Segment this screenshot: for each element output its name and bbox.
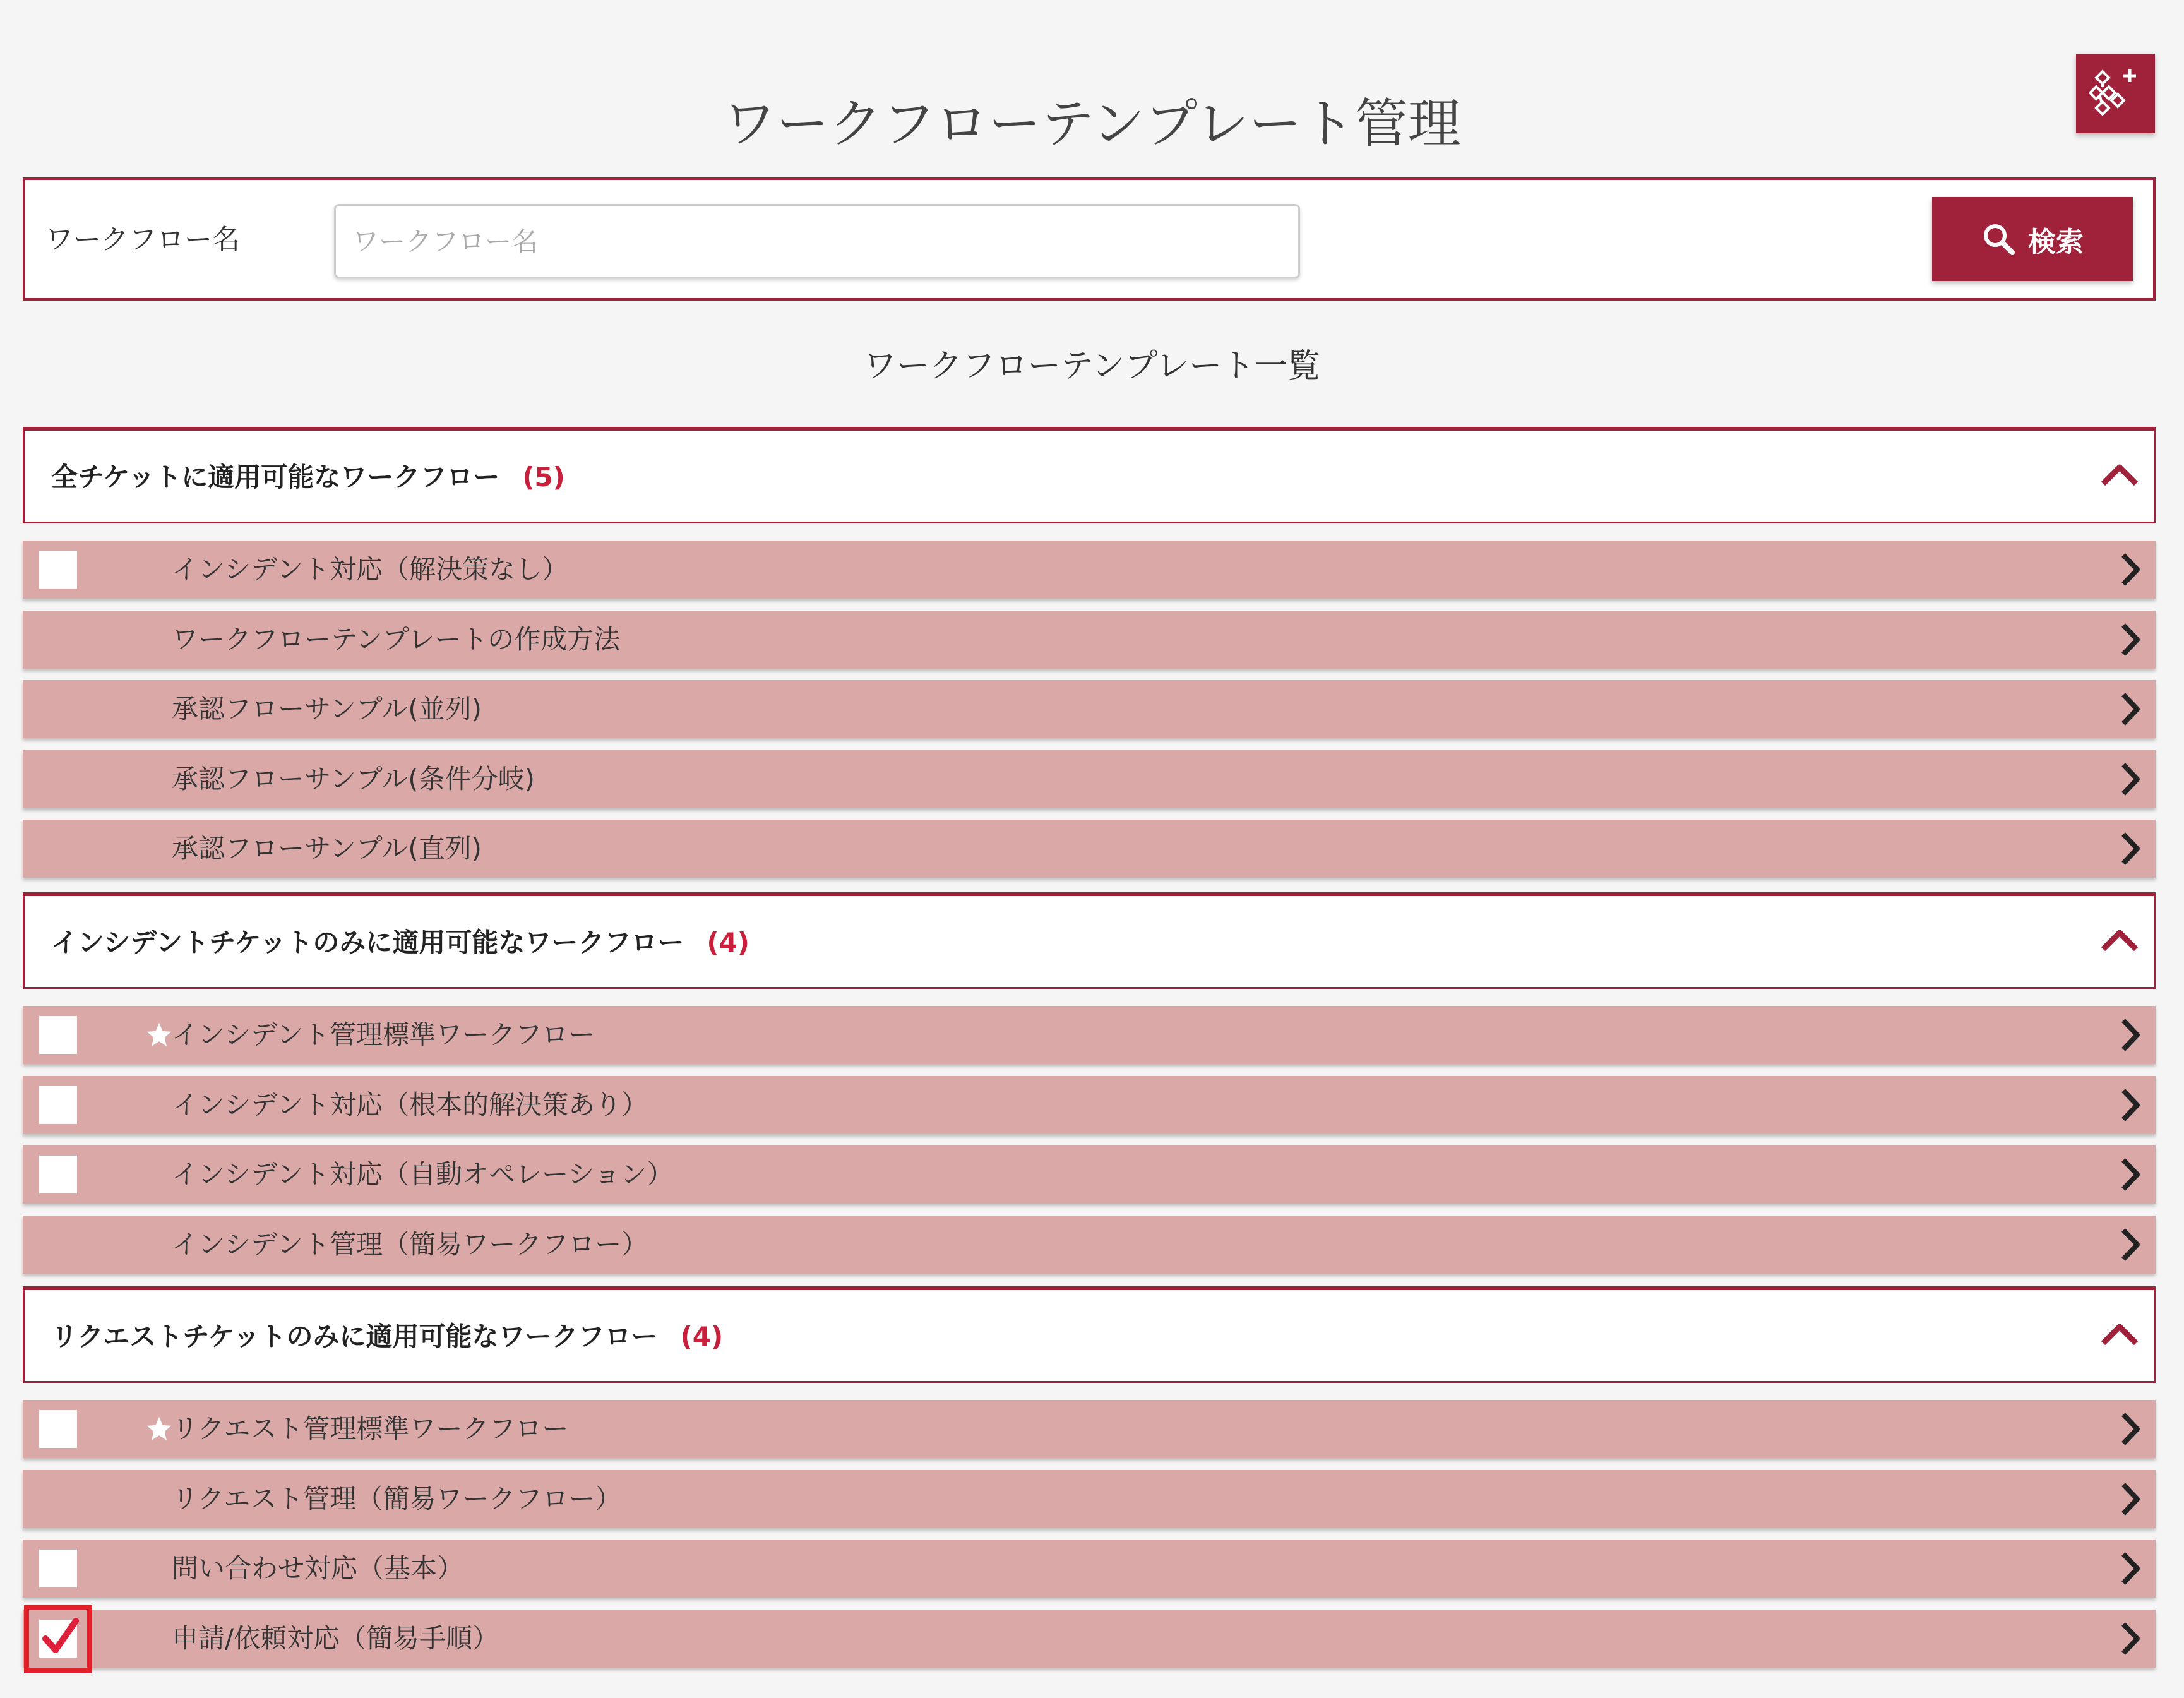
open-template-chevron [2119, 1621, 2142, 1659]
search-button[interactable] [1932, 197, 2133, 281]
row-checkbox[interactable] [39, 1086, 77, 1124]
chevron-right-icon [2119, 1157, 2142, 1192]
open-template-chevron [2119, 762, 2142, 799]
page-title: ワークフローテンプレート管理 [723, 93, 1461, 155]
star-icon [145, 1415, 173, 1443]
chevron-up-icon [2099, 928, 2140, 953]
group-header[interactable] [23, 427, 2156, 523]
template-row[interactable] [23, 541, 2156, 599]
chevron-up-icon [2099, 1322, 2140, 1347]
group-header[interactable] [23, 1286, 2156, 1383]
group-collapse-toggle[interactable] [2099, 1322, 2140, 1349]
workflow-name-search-input[interactable] [334, 204, 1300, 278]
template-row[interactable] [23, 1145, 2156, 1204]
open-template-chevron [2119, 1551, 2142, 1589]
add-workflow-template-button[interactable] [2076, 54, 2155, 133]
template-row[interactable] [23, 1470, 2156, 1528]
group-title [51, 1290, 723, 1383]
group-collapse-toggle[interactable] [2099, 462, 2140, 490]
template-name: インシデント管理（簡易ワークフロー） [172, 1229, 648, 1260]
open-template-chevron [2119, 831, 2142, 869]
open-template-chevron [2119, 691, 2142, 729]
row-checkbox[interactable] [39, 1016, 77, 1054]
template-name: 承認フローサンプル(並列) [172, 693, 482, 724]
chevron-right-icon [2119, 1481, 2142, 1517]
open-template-chevron [2119, 1411, 2142, 1449]
template-name: リクエスト管理標準ワークフロー [172, 1413, 569, 1444]
open-template-chevron [2119, 1227, 2142, 1265]
search-label: ワークフロー名 [45, 224, 240, 256]
template-row[interactable] [23, 680, 2156, 738]
template-row[interactable] [23, 1216, 2156, 1274]
template-name: インシデント対応（自動オペレーション） [172, 1159, 674, 1190]
chevron-right-icon [2119, 1017, 2142, 1053]
group-label: リクエストチケットのみに適用可能なワークフロー [51, 1321, 658, 1352]
open-template-chevron [2119, 552, 2142, 590]
open-template-chevron [2119, 1087, 2142, 1125]
row-checkbox[interactable] [39, 1156, 77, 1193]
template-row[interactable] [23, 1006, 2156, 1064]
group-collapse-toggle[interactable] [2099, 928, 2140, 955]
row-checkbox[interactable] [39, 551, 77, 589]
group-header[interactable] [23, 892, 2156, 989]
group-count: (5) [522, 462, 565, 493]
chevron-right-icon [2119, 831, 2142, 866]
group-label: 全チケットに適用可能なワークフロー [51, 462, 500, 493]
chevron-right-icon [2119, 1551, 2142, 1586]
template-row[interactable] [23, 1400, 2156, 1458]
chevron-right-icon [2119, 1621, 2142, 1656]
open-template-chevron [2119, 1017, 2142, 1055]
chevron-right-icon [2119, 762, 2142, 797]
template-name: 承認フローサンプル(直列) [172, 833, 482, 864]
checkmark-icon [42, 1617, 80, 1658]
chevron-right-icon [2119, 691, 2142, 727]
group-count: (4) [707, 927, 749, 958]
template-row[interactable] [23, 1610, 2156, 1668]
group-count: (4) [680, 1321, 724, 1352]
group-title [51, 431, 565, 523]
favorite-star [145, 1021, 173, 1051]
template-name: 申請/依頼対応（簡易手順） [172, 1623, 499, 1654]
row-checkbox[interactable] [39, 1410, 77, 1448]
template-name: 承認フローサンプル(条件分岐) [172, 763, 535, 794]
favorite-star [145, 1415, 173, 1445]
chevron-right-icon [2119, 1087, 2142, 1123]
workflow-add-icon [2089, 67, 2142, 120]
group-title [51, 896, 749, 989]
chevron-right-icon [2119, 1227, 2142, 1262]
search-icon [1981, 222, 2017, 257]
row-checkbox[interactable] [39, 1620, 77, 1658]
row-checkbox[interactable] [39, 1550, 77, 1587]
template-name: 問い合わせ対応（基本） [172, 1553, 464, 1584]
template-row[interactable] [23, 820, 2156, 878]
open-template-chevron [2119, 1157, 2142, 1195]
template-list-title: ワークフローテンプレート一覧 [863, 347, 1321, 385]
template-row[interactable] [23, 1076, 2156, 1134]
template-name: リクエスト管理（簡易ワークフロー） [172, 1483, 622, 1514]
open-template-chevron [2119, 1481, 2142, 1519]
template-name: インシデント管理標準ワークフロー [172, 1019, 595, 1050]
template-name: ワークフローテンプレートの作成方法 [172, 624, 621, 655]
chevron-right-icon [2119, 552, 2142, 587]
star-icon [145, 1021, 173, 1049]
template-row[interactable] [23, 750, 2156, 808]
template-row[interactable] [23, 611, 2156, 669]
search-panel [23, 177, 2156, 301]
chevron-right-icon [2119, 1411, 2142, 1447]
group-label: インシデントチケットのみに適用可能なワークフロー [51, 927, 684, 958]
open-template-chevron [2119, 622, 2142, 660]
template-name: インシデント対応（解決策なし） [172, 554, 569, 585]
template-name: インシデント対応（根本的解決策あり） [172, 1089, 648, 1120]
chevron-up-icon [2099, 462, 2140, 487]
template-row[interactable] [23, 1540, 2156, 1598]
chevron-right-icon [2119, 622, 2142, 657]
search-button-label: 検索 [2028, 225, 2084, 258]
